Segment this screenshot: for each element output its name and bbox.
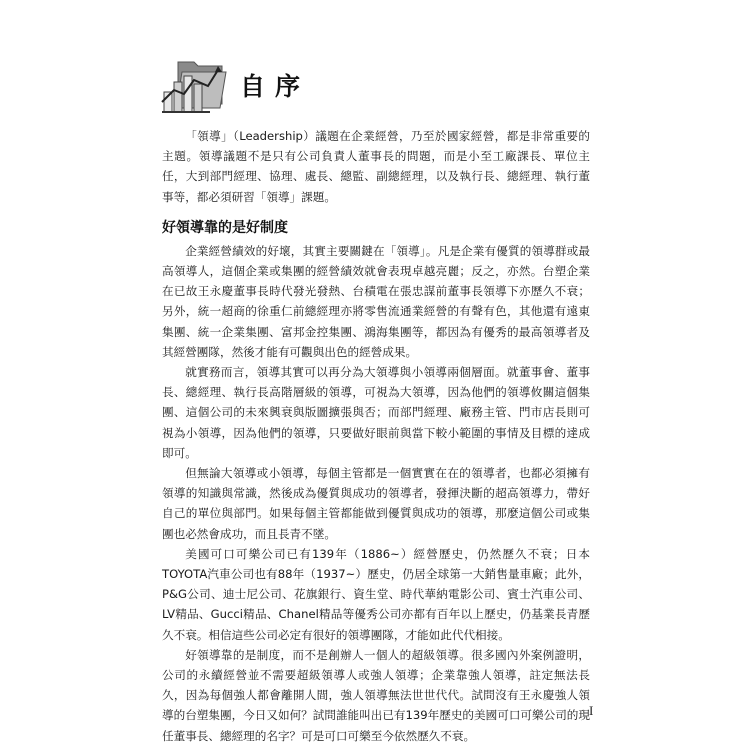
- section-paragraph: 企業經營績效的好壞，其實主要關鍵在「領導」。凡是企業有優質的領導群或最高領導人，這個企業或集團的經營績效就會表現卓越亮麗；反之，亦然。台塑企業在已故王永慶董事長時代發光發熱、台積電在張忠謀前董事長領導下亦歷久不衰；另外，統一超商的徐重仁前總經理亦將零售流通業經營的有聲有色，其他還有遠東集團、統一企業集團、富邦金控集團、鴻海集團等，都因為有優秀的最高領導者及其經營團隊，然後才能有可觀與出色的經營成果。: [162, 243, 590, 359]
- section-paragraph: 就實務而言，領導其實可以再分為大領導與小領導兩個層面。就董事會、董事長、總經理、執行長高階層級的領導，可視為大領導，因為他們的領導攸關這個集團、這個公司的未來興衰與版圖擴張與否；而部門經理、廠務主管、門市店長則可視為小領導，因為他們的領導，只要做好眼前與當下較小範圍的事情及目標的達成即可。: [162, 365, 590, 460]
- page-number: I: [589, 703, 594, 718]
- section-paragraph: 好領導靠的是制度，而不是創辦人一個人的超級領導。很多國內外案例證明，公司的永續經營並不需要超級領導人或強人領導；企業靠強人領導，註定無法長久，因為每個強人都會離開人間，強人領導無法世世代代。試問沒有王永慶強人領導的台塑集團，今日又如何？試問誰能叫出已有139年歷史的美國可口可樂公司的現任董事長、總經理的名字？可是可口可樂至今依然歷久不衰。: [162, 647, 590, 743]
- section-paragraph: 但無論大領導或小領導，每個主管都是一個實實在在的領導者，也都必須擁有領導的知識與常識，然後成為優質與成功的領導者，發揮決斷的超高領導力，帶好自己的單位與部門。如果每個主管都能做到優質與成功的領導，那麼這個公司或集團也必然會成功，而且長青不墜。: [162, 466, 590, 541]
- body-text: [162, 126, 590, 746]
- section-paragraph: 美國可口可樂公司已有139年（1886~）經營歷史，仍然歷久不衰；日本TOYOTA汽車公司也有88年（1937~）歷史，仍居全球第一大銷售量車廠；此外，P&G公司、迪士尼公司、花旗銀行、資生堂、時代華納電影公司、賓士汽車公司、LV精品、Gucci精品、Chanel精品等優秀公司亦都有百年以上歷史，仍基業長青歷久不衰。相信這些公司必定有很好的領導團隊，才能如此代代相接。: [162, 546, 590, 642]
- chapter-header: [160, 52, 310, 118]
- section-heading: 好領導靠的是好制度: [162, 219, 288, 236]
- chapter-title: 自序: [240, 72, 311, 101]
- bar-chart-folder-icon: [160, 52, 228, 118]
- intro-paragraph: 「領導」（Leadership）議題在企業經營，乃至於國家經營，都是非常重要的主題。領導議題不是只有公司負責人董事長的問題，而是小至工廠課長、單位主任，大到部門經理、協理、處長、總監、副總經理，以及執行長、總經理、執行董事等，都必須研習「領導」課題。: [162, 129, 590, 204]
